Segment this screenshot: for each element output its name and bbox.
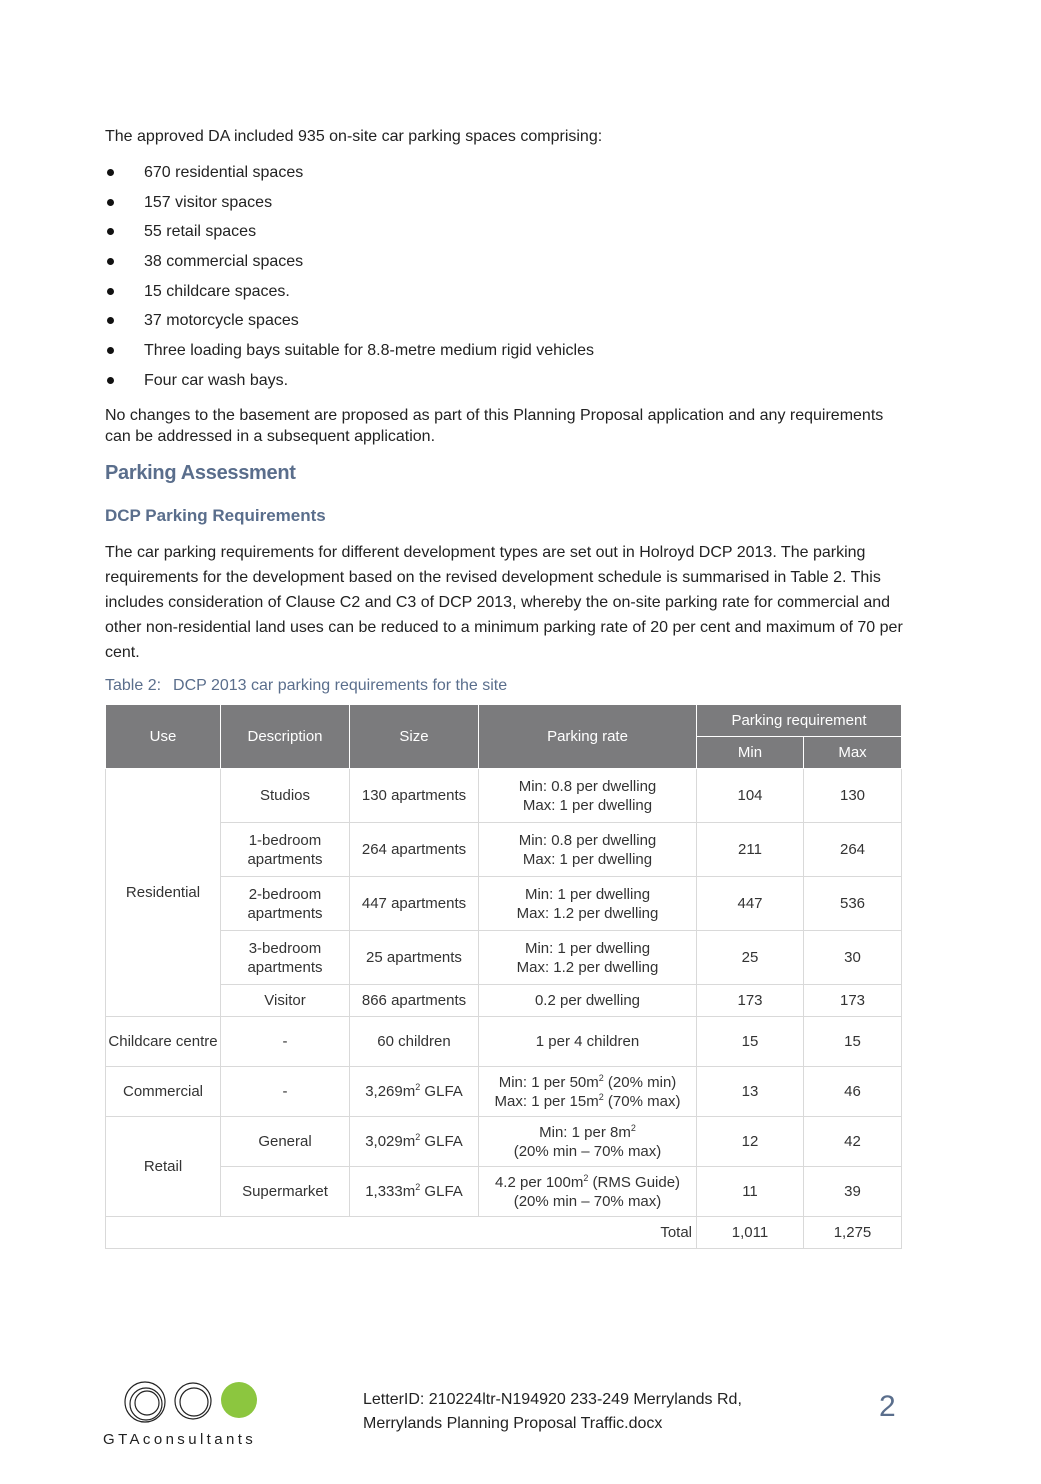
max-cell: 130: [804, 769, 902, 823]
parking-requirements-table: [105, 704, 902, 1249]
rate-cell: Min: 1 per dwelling Max: 1.2 per dwelling: [479, 931, 697, 985]
logo-green-circle-icon: [221, 1382, 257, 1418]
list-item: 38 commercial spaces: [105, 247, 594, 277]
list-item: 157 visitor spaces: [105, 188, 594, 218]
table-row: [106, 1017, 902, 1067]
bullet-icon: [107, 169, 114, 176]
bullet-icon: [107, 317, 114, 324]
rate-cell: 0.2 per dwelling: [479, 985, 697, 1017]
size-cell: 130 apartments: [350, 769, 479, 823]
table-row: [106, 877, 902, 931]
size-cell: 264 apartments: [350, 823, 479, 877]
total-label: Total: [106, 1217, 697, 1249]
bullet-icon: [107, 288, 114, 295]
section-heading: Parking Assessment: [105, 462, 296, 484]
rate-cell: Min: 1 per $50m^2$ (20% min) Max: 1 per $15m^2$ (70% max): [479, 1067, 697, 1117]
size-cell: $3,269m^2$ GLFA: [350, 1067, 479, 1117]
max-cell: 173: [804, 985, 902, 1017]
total-min: 1,011: [697, 1217, 804, 1249]
logo-rings-icon: [125, 1382, 211, 1422]
header-parking-rate: Parking rate: [479, 705, 697, 769]
footer-letter-id: LetterID: 210224ltr-N194920 233-249 Merrylands Rd, Merrylands Planning Proposal Traffic.docx: [363, 1391, 742, 1432]
min-cell: 25: [697, 931, 804, 985]
intro-text: The approved DA included 935 on-site car parking spaces comprising:: [105, 128, 603, 145]
use-cell: Childcare centre: [106, 1017, 221, 1067]
description-cell: General: [221, 1117, 350, 1167]
use-cell: Residential: [106, 769, 221, 1017]
description-cell: 3-bedroom apartments: [221, 931, 350, 985]
max-cell: 30: [804, 931, 902, 985]
total-row: [106, 1217, 902, 1249]
description-cell: -: [221, 1017, 350, 1067]
size-cell: $1,333m^2$ GLFA: [350, 1167, 479, 1217]
max-cell: 46: [804, 1067, 902, 1117]
size-cell: 25 apartments: [350, 931, 479, 985]
size-cell: 447 apartments: [350, 877, 479, 931]
rate-cell: 1 per 4 children: [479, 1017, 697, 1067]
bullet-icon: [107, 228, 114, 235]
table-row: [106, 1117, 902, 1167]
bullet-icon: [107, 199, 114, 206]
description-cell: Visitor: [221, 985, 350, 1017]
table-row: [106, 1167, 902, 1217]
table-row: [106, 823, 902, 877]
parking-list: [105, 158, 594, 396]
max-cell: 15: [804, 1017, 902, 1067]
basement-note: No changes to the basement are proposed as part of this Planning Proposal application and any requirements can be addressed in a subsequent application.: [105, 407, 884, 445]
list-item: 15 childcare spaces.: [105, 277, 594, 307]
header-use: Use: [106, 705, 221, 769]
description-cell: Studios: [221, 769, 350, 823]
table-row: [106, 985, 902, 1017]
total-max: 1,275: [804, 1217, 902, 1249]
description-cell: -: [221, 1067, 350, 1117]
logo-wordmark: GTAconsultants: [103, 1431, 257, 1448]
max-cell: 42: [804, 1117, 902, 1167]
size-cell: $3,029m^2$ GLFA: [350, 1117, 479, 1167]
rate-cell: Min: 0.8 per dwelling Max: 1 per dwelling: [479, 769, 697, 823]
max-cell: 536: [804, 877, 902, 931]
rate-cell: Min: 0.8 per dwelling Max: 1 per dwelling: [479, 823, 697, 877]
min-cell: 15: [697, 1017, 804, 1067]
size-cell: 60 children: [350, 1017, 479, 1067]
header-size: Size: [350, 705, 479, 769]
max-cell: 39: [804, 1167, 902, 1217]
size-cell: 866 apartments: [350, 985, 479, 1017]
min-cell: 13: [697, 1067, 804, 1117]
description-cell: Supermarket: [221, 1167, 350, 1217]
caption-title: DCP 2013 car parking requirements for the site: [173, 677, 508, 694]
gta-consultants-logo: [103, 1374, 283, 1448]
description-cell: 1-bedroom apartments: [221, 823, 350, 877]
table-row: [106, 931, 902, 985]
list-item: 670 residential spaces: [105, 158, 594, 188]
list-item: Four car wash bays.: [105, 366, 594, 396]
header-min: Min: [697, 737, 804, 769]
min-cell: 104: [697, 769, 804, 823]
header-max: Max: [804, 737, 902, 769]
bullet-icon: [107, 347, 114, 354]
max-cell: 264: [804, 823, 902, 877]
caption-label: Table 2:: [105, 677, 162, 694]
description-cell: 2-bedroom apartments: [221, 877, 350, 931]
use-cell: Commercial: [106, 1067, 221, 1117]
rate-cell: 4.2 per $100m^2$ (RMS Guide) (20% min – 70% max): [479, 1167, 697, 1217]
page-number: 2: [879, 1390, 896, 1423]
subsection-heading: DCP Parking Requirements: [105, 506, 326, 525]
min-cell: 447: [697, 877, 804, 931]
min-cell: 173: [697, 985, 804, 1017]
min-cell: 211: [697, 823, 804, 877]
table-row: [106, 1067, 902, 1117]
header-parking-requirement: Parking requirement: [697, 705, 902, 737]
list-item: 37 motorcycle spaces: [105, 306, 594, 336]
table-caption: [105, 677, 507, 695]
list-item: Three loading bays suitable for 8.8-metre medium rigid vehicles: [105, 336, 594, 366]
rate-cell: Min: 1 per $8m^2$ (20% min – 70% max): [479, 1117, 697, 1167]
requirements-paragraph: The car parking requirements for different development types are set out in Holroyd DCP 2013. The parking requirements for the development based on the revised development schedule is summarised in Table 2. This includes consideration of Clause C2 and C3 of DCP 2013, whereby the on-site parking rate for commercial and other non-residential land uses can be reduced to a minimum parking rate of 20 per cent and maximum of 70 per cent.: [105, 544, 903, 661]
rate-cell: Min: 1 per dwelling Max: 1.2 per dwelling: [479, 877, 697, 931]
bullet-icon: [107, 258, 114, 265]
table-row: [106, 769, 902, 823]
list-item: 55 retail spaces: [105, 217, 594, 247]
min-cell: 11: [697, 1167, 804, 1217]
use-cell: Retail: [106, 1117, 221, 1217]
bullet-icon: [107, 377, 114, 384]
min-cell: 12: [697, 1117, 804, 1167]
header-description: Description: [221, 705, 350, 769]
